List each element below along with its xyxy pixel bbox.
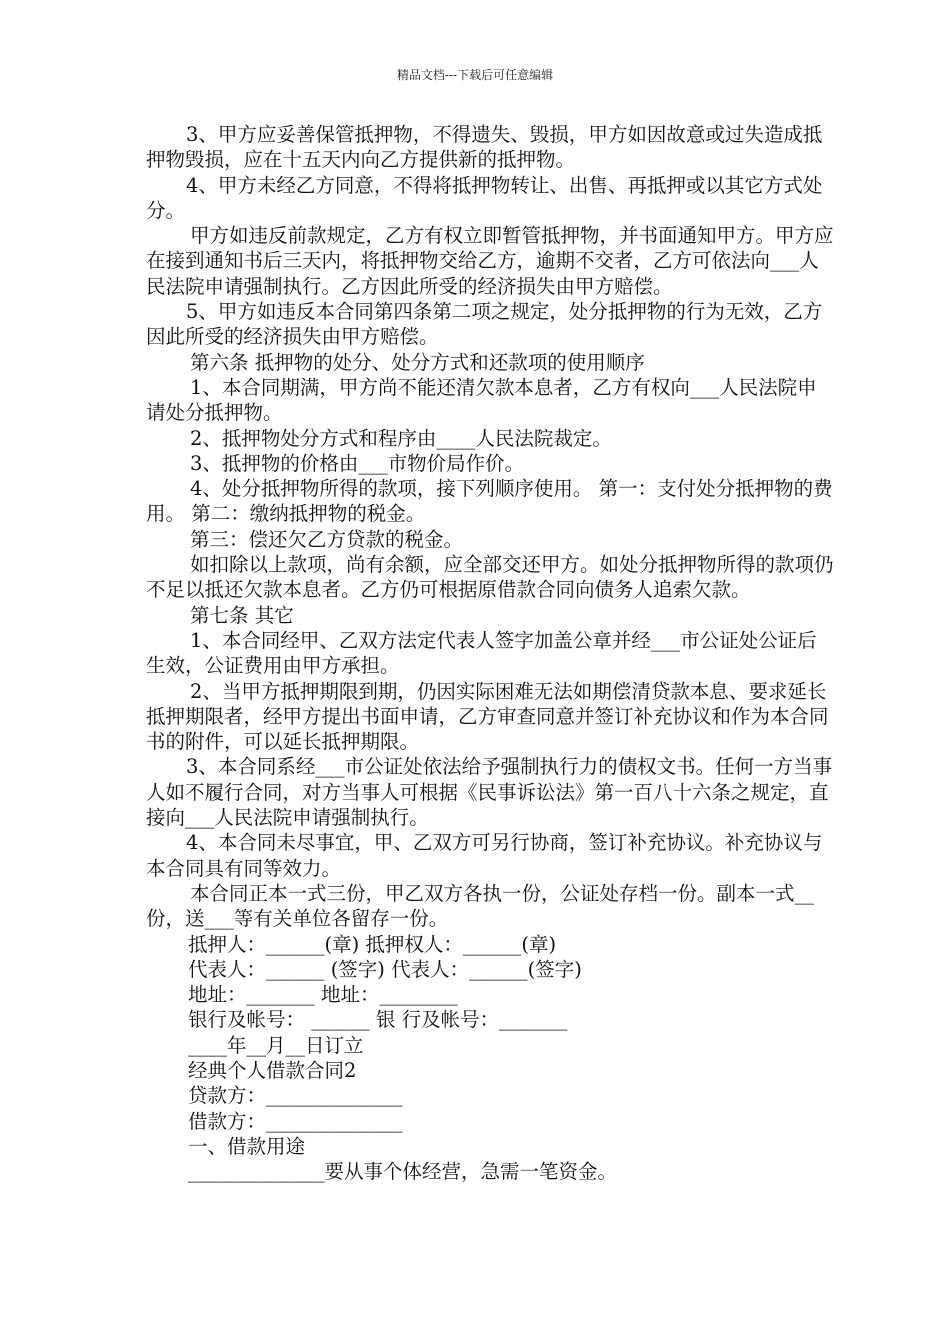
contract-title: 经典个人借款合同2 [188,1058,357,1082]
paragraph: 4、甲方未经乙方同意，不得将抵押物转让、出售、再抵押或以其它方式处分。 [146,173,823,222]
borrower-line: 借款方：______________ [188,1109,403,1133]
paragraph: 3、本合同系经___市公证处依法给予强制执行力的债权文书。任何一方当事人如不履行合同，对方当事人可根据《民事诉讼法》第一百八十六条之规定，直接向___人民法院申请强制执行。 [146,755,833,830]
purpose-line: ______________要从事个体经营，急需一笔资金。 [188,1160,618,1184]
paragraph: 5、甲方如违反本合同第四条第二项之规定，处分抵押物的行为无效，乙方因此所受的经济损失由甲方赔偿。 [146,300,823,349]
section-heading: 第六条 抵押物的处分、处分方式和还款项的使用顺序 [190,350,645,374]
paragraph: 2、当甲方抵押期限到期，仍因实际困难无法如期偿清贷款本息、要求延长抵押期限者，经甲方提出书面申请，乙方审查同意并签订补充协议和作为本合同书的附件，可以延长抵押期限。 [146,679,829,754]
paragraph: 2、抵押物处分方式和程序由____人民法院裁定。 [190,426,612,450]
bank-account-line: 银行及帐号： ______ 银 行及帐号：_______ [188,1008,568,1032]
paragraph: 如扣除以上款项，尚有余额，应全部交还甲方。如处分抵押物所得的款项仍不足以抵还欠款本息者。乙方仍可根据原借款合同向债务人追索欠款。 [146,553,834,602]
paragraph: 甲方如违反前款规定，乙方有权立即暂管抵押物，并书面通知甲方。甲方应在接到通知书后三天内，将抵押物交给乙方，逾期不交者，乙方可依法向___人民法院申请强制执行。乙方因此所受的经济损失由甲方赔偿。 [146,224,834,298]
date-line: ____年__月__日订立 [188,1033,364,1057]
address-line: 地址：_______ 地址：________ [188,983,458,1007]
paragraph: 3、抵押物的价格由___市物价局作价。 [190,451,525,475]
paragraph: 第三：偿还欠乙方贷款的税金。 [190,527,464,551]
paragraph: 本合同正本一式三份，甲乙双方各执一份，公证处存档一份。副本一式__份，送___等有关单位各留存一份。 [146,881,815,931]
signature-line-mortgagor: 抵押人：______(章) 抵押权人：______(章) [188,932,557,956]
paragraph: 3、甲方应妥善保管抵押物，不得遗失、毁损，甲方如因故意或过失造成抵押物毁损，应在十五天内向乙方提供新的抵押物。 [146,123,823,172]
paragraph: 4、本合同未尽事宜，甲、乙双方可另行协商，签订补充协议。补充协议与本合同具有同等效力。 [146,831,823,880]
section-heading: 一、借款用途 [188,1134,306,1158]
lender-line: 贷款方：______________ [188,1084,403,1108]
signature-line-representative: 代表人：______ (签字) 代表人：______(签字) [188,957,582,981]
document-body [146,122,836,1184]
page-header: 精品文档---下载后可任意编辑 [396,68,554,82]
paragraph: 4、处分抵押物所得的款项，接下列顺序使用。 第一：支付处分抵押物的费用。 第二：缴纳抵押物的税金。 [146,477,833,526]
paragraph: 1、本合同经甲、乙双方法定代表人签字加盖公章并经___市公证处公证后生效，公证费用由甲方承担。 [146,628,817,678]
paragraph: 1、本合同期满，甲方尚不能还清欠款本息者，乙方有权向___人民法院申请处分抵押物。 [146,375,817,425]
section-heading: 第七条 其它 [190,603,294,627]
